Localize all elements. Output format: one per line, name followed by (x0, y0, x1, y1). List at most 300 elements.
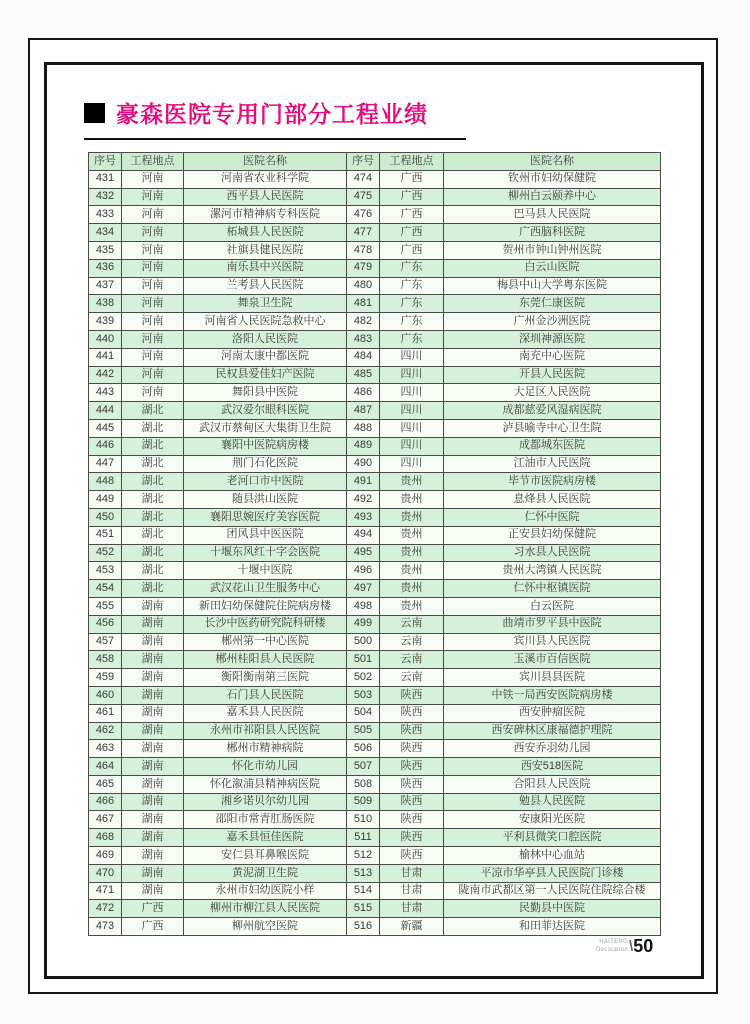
table-row (89, 882, 661, 900)
serial-left-cell: 449 (89, 491, 122, 509)
serial-left-cell: 452 (89, 544, 122, 562)
column-header: 序号 (89, 153, 122, 171)
hospital-right-cell: 巴马县人民医院 (444, 206, 661, 224)
serial-left-cell: 433 (89, 206, 122, 224)
table-row (89, 224, 661, 242)
hospital-right-cell: 柳州白云颐养中心 (444, 188, 661, 206)
location-right-cell: 广东 (380, 330, 444, 348)
location-left-cell: 湖北 (122, 402, 184, 420)
serial-right-cell: 511 (347, 829, 380, 847)
hospital-right-cell: 东莞仁康医院 (444, 295, 661, 313)
location-right-cell: 云南 (380, 669, 444, 687)
location-right-cell: 陕西 (380, 847, 444, 865)
table-row (89, 704, 661, 722)
serial-right-cell: 491 (347, 473, 380, 491)
location-right-cell: 四川 (380, 437, 444, 455)
hospital-left-cell: 武汉市蔡甸区大集街卫生院 (184, 419, 347, 437)
column-header: 医院名称 (184, 153, 347, 171)
serial-right-cell: 488 (347, 419, 380, 437)
page-title: 豪森医院专用门部分工程业绩 (116, 101, 428, 127)
hospital-left-cell: 西平县人民医院 (184, 188, 347, 206)
serial-left-cell: 472 (89, 900, 122, 918)
hospital-right-cell: 西安碑林区康福德护理院 (444, 722, 661, 740)
serial-right-cell: 492 (347, 491, 380, 509)
brand-line2: Decoration (596, 946, 629, 953)
serial-right-cell: 479 (347, 259, 380, 277)
hospital-right-cell: 泸县喻寺中心卫生院 (444, 419, 661, 437)
serial-left-cell: 450 (89, 508, 122, 526)
column-header: 序号 (347, 153, 380, 171)
location-right-cell: 陕西 (380, 793, 444, 811)
table-row (89, 900, 661, 918)
hospital-left-cell: 团风县中医医院 (184, 526, 347, 544)
hospital-right-cell: 钦州市妇幼保健院 (444, 170, 661, 188)
hospital-right-cell: 勉县人民医院 (444, 793, 661, 811)
table-row (89, 330, 661, 348)
hospital-left-cell: 河南太康中都医院 (184, 348, 347, 366)
hospital-left-cell: 怀化市幼儿园 (184, 758, 347, 776)
serial-left-cell: 469 (89, 847, 122, 865)
location-left-cell: 河南 (122, 295, 184, 313)
location-right-cell: 陕西 (380, 811, 444, 829)
location-left-cell: 湖北 (122, 491, 184, 509)
location-right-cell: 陕西 (380, 758, 444, 776)
hospital-right-cell: 宾川县县医院 (444, 669, 661, 687)
serial-left-cell: 443 (89, 384, 122, 402)
hospital-left-cell: 襄阳思婉医疗美容医院 (184, 508, 347, 526)
serial-right-cell: 476 (347, 206, 380, 224)
serial-left-cell: 466 (89, 793, 122, 811)
hospital-right-cell: 白云医院 (444, 597, 661, 615)
table-row (89, 811, 661, 829)
serial-left-cell: 444 (89, 402, 122, 420)
hospital-right-cell: 合阳县人民医院 (444, 775, 661, 793)
table-row (89, 793, 661, 811)
serial-left-cell: 461 (89, 704, 122, 722)
location-left-cell: 湖南 (122, 597, 184, 615)
location-right-cell: 贵州 (380, 562, 444, 580)
hospital-right-cell: 梅县中山大学粤东医院 (444, 277, 661, 295)
serial-right-cell: 503 (347, 686, 380, 704)
table-row (89, 313, 661, 331)
serial-left-cell: 455 (89, 597, 122, 615)
table-row (89, 473, 661, 491)
hospital-right-cell: 贺州市钟山钟州医院 (444, 241, 661, 259)
location-right-cell: 广东 (380, 313, 444, 331)
location-right-cell: 广西 (380, 170, 444, 188)
brand-line1: HAITENG (599, 939, 629, 945)
location-right-cell: 四川 (380, 366, 444, 384)
table-row (89, 686, 661, 704)
table-row (89, 864, 661, 882)
serial-left-cell: 437 (89, 277, 122, 295)
location-right-cell: 甘肃 (380, 864, 444, 882)
serial-right-cell: 481 (347, 295, 380, 313)
serial-right-cell: 514 (347, 882, 380, 900)
location-left-cell: 湖南 (122, 864, 184, 882)
location-right-cell: 四川 (380, 402, 444, 420)
table-row (89, 669, 661, 687)
table-row (89, 829, 661, 847)
hospital-left-cell: 郴州市精神病院 (184, 740, 347, 758)
hospital-left-cell: 洛阳人民医院 (184, 330, 347, 348)
location-left-cell: 湖南 (122, 758, 184, 776)
location-left-cell: 湖北 (122, 455, 184, 473)
hospital-left-cell: 柳州市柳江县人民医院 (184, 900, 347, 918)
table-row (89, 170, 661, 188)
location-left-cell: 河南 (122, 348, 184, 366)
location-left-cell: 湖南 (122, 882, 184, 900)
hospital-left-cell: 柘城县人民医院 (184, 224, 347, 242)
location-left-cell: 河南 (122, 188, 184, 206)
location-left-cell: 湖南 (122, 811, 184, 829)
hospital-right-cell: 安康阳光医院 (444, 811, 661, 829)
table-row (89, 277, 661, 295)
location-right-cell: 甘肃 (380, 900, 444, 918)
location-left-cell: 湖北 (122, 562, 184, 580)
serial-left-cell: 458 (89, 651, 122, 669)
location-left-cell: 河南 (122, 384, 184, 402)
location-left-cell: 湖南 (122, 633, 184, 651)
hospital-right-cell: 贵州大湾镇人民医院 (444, 562, 661, 580)
table-row (89, 918, 661, 936)
hospital-right-cell: 和田菲达医院 (444, 918, 661, 936)
hospital-right-cell: 宾川县人民医院 (444, 633, 661, 651)
table-row (89, 758, 661, 776)
serial-right-cell: 516 (347, 918, 380, 936)
serial-right-cell: 490 (347, 455, 380, 473)
location-left-cell: 湖南 (122, 651, 184, 669)
serial-left-cell: 463 (89, 740, 122, 758)
table-header-row (89, 153, 661, 171)
table-row (89, 491, 661, 509)
serial-right-cell: 500 (347, 633, 380, 651)
hospital-left-cell: 舞泉卫生院 (184, 295, 347, 313)
serial-right-cell: 502 (347, 669, 380, 687)
serial-right-cell: 496 (347, 562, 380, 580)
hospital-left-cell: 郴州第一中心医院 (184, 633, 347, 651)
title-bullet-square-icon (84, 103, 105, 123)
serial-left-cell: 471 (89, 882, 122, 900)
hospital-right-cell: 深圳神源医院 (444, 330, 661, 348)
hospital-right-cell: 西安乔羽幼儿园 (444, 740, 661, 758)
column-header: 医院名称 (444, 153, 661, 171)
hospital-right-cell: 白云山医院 (444, 259, 661, 277)
location-right-cell: 陕西 (380, 775, 444, 793)
hospital-left-cell: 南乐县中兴医院 (184, 259, 347, 277)
location-right-cell: 四川 (380, 348, 444, 366)
serial-right-cell: 495 (347, 544, 380, 562)
location-left-cell: 河南 (122, 170, 184, 188)
location-right-cell: 广东 (380, 295, 444, 313)
location-left-cell: 河南 (122, 259, 184, 277)
serial-right-cell: 506 (347, 740, 380, 758)
serial-right-cell: 497 (347, 580, 380, 598)
hospital-left-cell: 十堰东风红十字会医院 (184, 544, 347, 562)
serial-right-cell: 505 (347, 722, 380, 740)
hospital-left-cell: 随县洪山医院 (184, 491, 347, 509)
location-right-cell: 陕西 (380, 740, 444, 758)
hospital-right-cell: 成都城东医院 (444, 437, 661, 455)
hospital-right-cell: 开县人民医院 (444, 366, 661, 384)
serial-left-cell: 432 (89, 188, 122, 206)
page-footer (596, 936, 653, 957)
serial-left-cell: 448 (89, 473, 122, 491)
hospital-right-cell: 榆林中心血站 (444, 847, 661, 865)
location-left-cell: 河南 (122, 277, 184, 295)
serial-right-cell: 483 (347, 330, 380, 348)
location-right-cell: 新疆 (380, 918, 444, 936)
location-right-cell: 贵州 (380, 473, 444, 491)
location-left-cell: 湖南 (122, 669, 184, 687)
location-left-cell: 湖南 (122, 686, 184, 704)
hospital-left-cell: 民权县爱佳妇产医院 (184, 366, 347, 384)
column-header: 工程地点 (380, 153, 444, 171)
location-left-cell: 河南 (122, 366, 184, 384)
location-right-cell: 云南 (380, 633, 444, 651)
serial-right-cell: 489 (347, 437, 380, 455)
location-left-cell: 河南 (122, 313, 184, 331)
serial-right-cell: 508 (347, 775, 380, 793)
serial-right-cell: 477 (347, 224, 380, 242)
table-row (89, 188, 661, 206)
serial-left-cell: 453 (89, 562, 122, 580)
hospital-right-cell: 习水县人民医院 (444, 544, 661, 562)
serial-left-cell: 439 (89, 313, 122, 331)
serial-right-cell: 486 (347, 384, 380, 402)
hospital-right-cell: 南充中心医院 (444, 348, 661, 366)
hospital-left-cell: 长沙中医药研究院科研楼 (184, 615, 347, 633)
hospital-left-cell: 新田妇幼保健院住院病房楼 (184, 597, 347, 615)
hospital-left-cell: 怀化溆浦县精神病医院 (184, 775, 347, 793)
serial-right-cell: 480 (347, 277, 380, 295)
hospital-left-cell: 石门县人民医院 (184, 686, 347, 704)
location-right-cell: 广东 (380, 259, 444, 277)
hospital-left-cell: 武汉花山卫生服务中心 (184, 580, 347, 598)
serial-left-cell: 447 (89, 455, 122, 473)
location-right-cell: 四川 (380, 384, 444, 402)
location-right-cell: 广西 (380, 206, 444, 224)
serial-left-cell: 473 (89, 918, 122, 936)
location-left-cell: 湖北 (122, 437, 184, 455)
page-number: 50 (633, 936, 654, 956)
hospital-left-cell: 黄泥湖卫生院 (184, 864, 347, 882)
serial-right-cell: 478 (347, 241, 380, 259)
table-row (89, 508, 661, 526)
hospital-left-cell: 安仁县耳鼻喉医院 (184, 847, 347, 865)
hospital-right-cell: 西安518医院 (444, 758, 661, 776)
location-right-cell: 陕西 (380, 704, 444, 722)
table-row (89, 437, 661, 455)
serial-left-cell: 468 (89, 829, 122, 847)
location-right-cell: 贵州 (380, 580, 444, 598)
location-left-cell: 湖南 (122, 740, 184, 758)
table-row (89, 526, 661, 544)
hospital-left-cell: 襄阳中医院病房楼 (184, 437, 347, 455)
hospital-left-cell: 郴州桂阳县人民医院 (184, 651, 347, 669)
serial-right-cell: 512 (347, 847, 380, 865)
serial-left-cell: 434 (89, 224, 122, 242)
hospital-right-cell: 曲靖市罗平县中医院 (444, 615, 661, 633)
hospital-left-cell: 柳州航空医院 (184, 918, 347, 936)
table-row (89, 206, 661, 224)
location-left-cell: 河南 (122, 241, 184, 259)
location-left-cell: 湖南 (122, 847, 184, 865)
table-row (89, 348, 661, 366)
serial-right-cell: 498 (347, 597, 380, 615)
hospital-left-cell: 嘉禾县恒佳医院 (184, 829, 347, 847)
brand-slash: \ (629, 938, 634, 955)
hospital-right-cell: 陇南市武都区第一人民医院住院综合楼 (444, 882, 661, 900)
table-row (89, 775, 661, 793)
location-left-cell: 湖北 (122, 526, 184, 544)
serial-right-cell: 484 (347, 348, 380, 366)
title-block (84, 96, 466, 140)
column-header: 工程地点 (122, 153, 184, 171)
hospital-right-cell: 广西脑科医院 (444, 224, 661, 242)
serial-left-cell: 462 (89, 722, 122, 740)
serial-right-cell: 515 (347, 900, 380, 918)
hospital-right-cell: 仁怀中医院 (444, 508, 661, 526)
location-right-cell: 云南 (380, 651, 444, 669)
location-left-cell: 湖南 (122, 704, 184, 722)
table-row (89, 580, 661, 598)
serial-right-cell: 513 (347, 864, 380, 882)
table-row (89, 740, 661, 758)
serial-left-cell: 465 (89, 775, 122, 793)
serial-right-cell: 493 (347, 508, 380, 526)
table-row (89, 295, 661, 313)
hospital-left-cell: 永州市妇幼医院小样 (184, 882, 347, 900)
hospital-right-cell: 大足区人民医院 (444, 384, 661, 402)
table-row (89, 847, 661, 865)
serial-left-cell: 457 (89, 633, 122, 651)
serial-left-cell: 460 (89, 686, 122, 704)
location-right-cell: 广西 (380, 241, 444, 259)
serial-left-cell: 431 (89, 170, 122, 188)
location-left-cell: 湖南 (122, 615, 184, 633)
hospital-right-cell: 仁怀中枢镇医院 (444, 580, 661, 598)
serial-right-cell: 504 (347, 704, 380, 722)
location-right-cell: 广西 (380, 188, 444, 206)
serial-left-cell: 436 (89, 259, 122, 277)
hospital-right-cell: 平利县微笑口腔医院 (444, 829, 661, 847)
location-right-cell: 云南 (380, 615, 444, 633)
location-left-cell: 湖南 (122, 722, 184, 740)
hospital-right-cell: 毕节市医院病房楼 (444, 473, 661, 491)
table-row (89, 402, 661, 420)
hospital-right-cell: 中铁一局西安医院病房楼 (444, 686, 661, 704)
location-left-cell: 广西 (122, 900, 184, 918)
serial-left-cell: 441 (89, 348, 122, 366)
serial-right-cell: 485 (347, 366, 380, 384)
location-right-cell: 四川 (380, 419, 444, 437)
serial-left-cell: 445 (89, 419, 122, 437)
serial-left-cell: 451 (89, 526, 122, 544)
hospital-left-cell: 老河口市中医院 (184, 473, 347, 491)
serial-right-cell: 474 (347, 170, 380, 188)
serial-left-cell: 440 (89, 330, 122, 348)
location-right-cell: 广东 (380, 277, 444, 295)
serial-left-cell: 435 (89, 241, 122, 259)
serial-left-cell: 467 (89, 811, 122, 829)
serial-right-cell: 487 (347, 402, 380, 420)
location-left-cell: 湖北 (122, 580, 184, 598)
serial-right-cell: 475 (347, 188, 380, 206)
table-row (89, 455, 661, 473)
table-row (89, 597, 661, 615)
hospital-right-cell: 成都慈爱风湿病医院 (444, 402, 661, 420)
location-right-cell: 陕西 (380, 686, 444, 704)
hospital-left-cell: 武汉爱尔眼科医院 (184, 402, 347, 420)
serial-left-cell: 464 (89, 758, 122, 776)
location-left-cell: 河南 (122, 224, 184, 242)
hospital-left-cell: 河南省人民医院急救中心 (184, 313, 347, 331)
hospital-right-cell: 西安肿瘤医院 (444, 704, 661, 722)
hospital-left-cell: 永州市祁阳县人民医院 (184, 722, 347, 740)
hospital-right-cell: 息烽县人民医院 (444, 491, 661, 509)
location-right-cell: 甘肃 (380, 882, 444, 900)
hospital-left-cell: 河南省农业科学院 (184, 170, 347, 188)
table-row (89, 722, 661, 740)
serial-left-cell: 459 (89, 669, 122, 687)
location-right-cell: 贵州 (380, 544, 444, 562)
location-right-cell: 贵州 (380, 526, 444, 544)
location-right-cell: 四川 (380, 455, 444, 473)
location-right-cell: 陕西 (380, 722, 444, 740)
hospital-left-cell: 十堰中医院 (184, 562, 347, 580)
table-row (89, 633, 661, 651)
table-row (89, 651, 661, 669)
location-left-cell: 湖南 (122, 775, 184, 793)
hospital-left-cell: 舞阳县中医院 (184, 384, 347, 402)
table-row (89, 615, 661, 633)
hospital-right-cell: 平凉市华亭县人民医院门诊楼 (444, 864, 661, 882)
hospital-right-cell: 正安县妇幼保健院 (444, 526, 661, 544)
location-right-cell: 陕西 (380, 829, 444, 847)
hospital-right-cell: 民勤县中医院 (444, 900, 661, 918)
table-row (89, 366, 661, 384)
projects-table (88, 152, 661, 936)
table-row (89, 562, 661, 580)
location-right-cell: 广西 (380, 224, 444, 242)
hospital-left-cell: 漯河市精神病专科医院 (184, 206, 347, 224)
hospital-left-cell: 兰考县人民医院 (184, 277, 347, 295)
table-row (89, 544, 661, 562)
location-left-cell: 湖北 (122, 544, 184, 562)
table-row (89, 259, 661, 277)
location-left-cell: 湖北 (122, 508, 184, 526)
table-row (89, 241, 661, 259)
table-row (89, 419, 661, 437)
serial-right-cell: 499 (347, 615, 380, 633)
serial-right-cell: 510 (347, 811, 380, 829)
serial-right-cell: 494 (347, 526, 380, 544)
serial-left-cell: 454 (89, 580, 122, 598)
hospital-left-cell: 衡阳衡南第三医院 (184, 669, 347, 687)
hospital-right-cell: 江油市人民医院 (444, 455, 661, 473)
location-left-cell: 湖北 (122, 419, 184, 437)
hospital-right-cell: 玉溪市百信医院 (444, 651, 661, 669)
location-left-cell: 湖北 (122, 473, 184, 491)
brand-mark (596, 939, 628, 954)
serial-left-cell: 446 (89, 437, 122, 455)
serial-right-cell: 509 (347, 793, 380, 811)
location-left-cell: 河南 (122, 330, 184, 348)
serial-right-cell: 501 (347, 651, 380, 669)
serial-left-cell: 438 (89, 295, 122, 313)
serial-right-cell: 482 (347, 313, 380, 331)
